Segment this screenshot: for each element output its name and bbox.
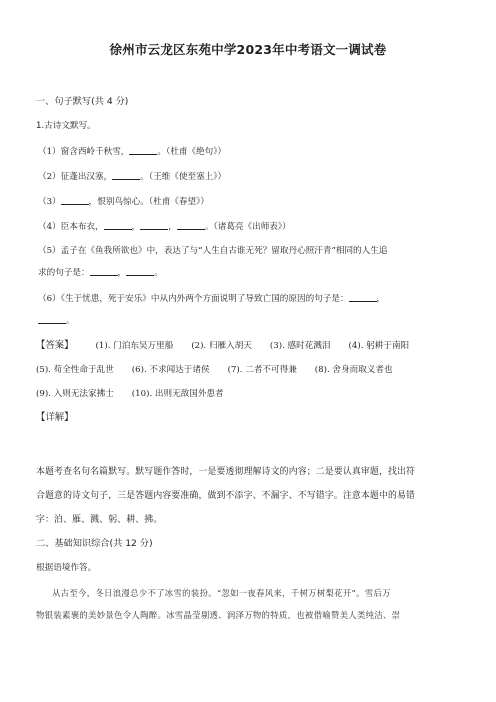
document-title: 徐州市云龙区东苑中学2023年中考语文一调试卷 xyxy=(109,42,387,57)
blank xyxy=(140,220,168,230)
answer-label: 【答案】 xyxy=(36,340,74,351)
passage-line-1: 从古至今，冬日浪漫总少不了冰雪的装扮。“忽如一夜春风来，千树万树梨花开”。雪后万 xyxy=(52,588,391,598)
answer-row-3: (9). 入则无法家拂士 (10). 出则无敌国外患者 xyxy=(36,389,224,399)
item-5-cont: 求的句子是： ， 。 xyxy=(38,268,163,278)
item-6-cont: 。 xyxy=(38,314,75,327)
detail-label: 【详解】 xyxy=(36,412,74,423)
question-1: 1.古诗文默写。 xyxy=(36,121,96,131)
blank xyxy=(126,266,154,276)
blank xyxy=(177,220,205,230)
blank xyxy=(90,266,118,276)
blank xyxy=(349,292,377,302)
detail-line-3: 字：泊、雁、溅、躬、耕、拂。 xyxy=(36,515,163,525)
detail-line-1: 本题考查名句名篇默写。默写题作答时，一是要透彻理解诗文的内容；二是要认真审题，找出符 xyxy=(36,467,416,477)
item-2: （2）征蓬出汉塞， 。（王维《使至塞上》） xyxy=(38,172,227,182)
blank xyxy=(112,170,140,180)
blank xyxy=(129,145,157,155)
item-1: （1）窗含西岭千秋雪， 。（杜甫《绝句》） xyxy=(38,147,227,157)
section2-heading: 二、基础知识综合(共 12 分) xyxy=(36,538,153,549)
item-4: （4）臣本布衣， ， ， 。（诸葛亮《出师表》） xyxy=(38,222,291,232)
answer-row-1: 【答案】 (1). 门泊东吴万里船 (2). 归雁入胡天 (3). 感时花溅泪 (4). 躬耕于南阳 xyxy=(36,340,410,351)
detail-line-2: 合题意的诗文句子，三是答题内容要准确，做到不添字、不漏字、不写错字。注意本题中的易错 xyxy=(36,491,416,501)
passage-line-2: 物银装素裹的美妙景色令人陶醉。冰雪晶莹剔透、润泽万物的特质，也被借喻赞美人类纯洁、崇 xyxy=(36,610,401,620)
item-6: （6）《生于忧患，死于安乐》中从内外两个方面说明了导致亡国的原因的句子是： ， xyxy=(38,294,386,304)
section1-heading: 一、句子默写(共 4 分) xyxy=(36,96,129,107)
item-5: （5）孟子在《鱼我所欲也》中，表达了与“人生自古谁无死？留取丹心照汗青”相同的人生追 xyxy=(38,246,388,256)
answer-row-2: (5). 苟全性命于乱世 (6). 不求闻达于诸侯 (7). 二者不可得兼 (8). 舍身而取义者也 xyxy=(36,365,393,375)
item-3: （3） ，恨别鸟惊心。（杜甫《春望》） xyxy=(38,197,209,207)
blank xyxy=(61,195,89,205)
blank xyxy=(38,314,66,324)
section2-instruction: 根据语境作答。 xyxy=(36,563,97,573)
blank xyxy=(104,220,132,230)
